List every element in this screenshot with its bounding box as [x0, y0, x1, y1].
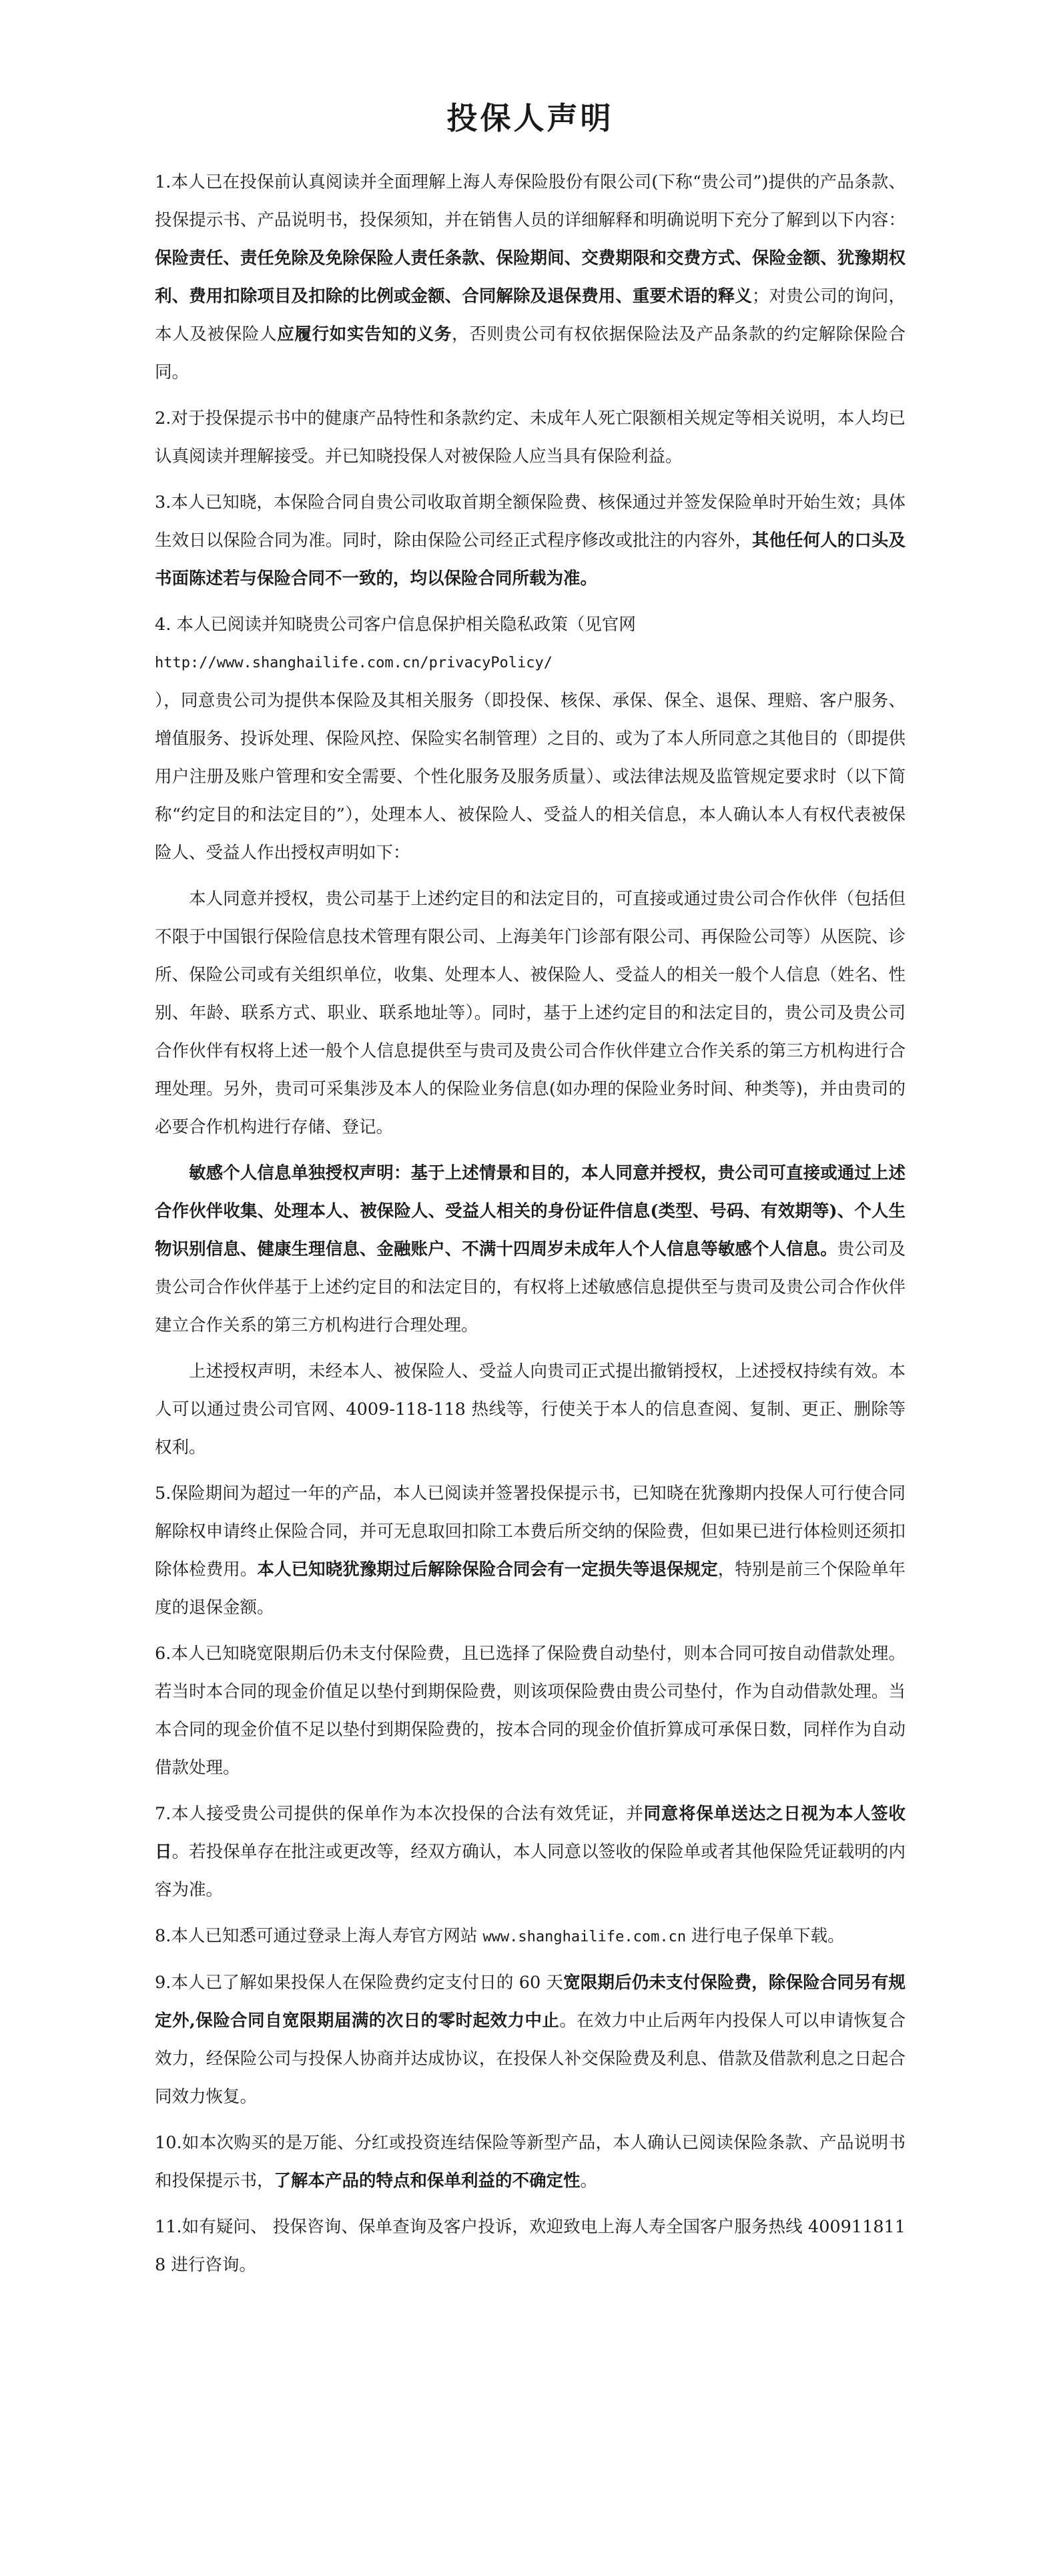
clause-7-text: 7.本人接受贵公司提供的保单作为本次投保的合法有效凭证，并 [155, 1804, 644, 1825]
clause-9-text-2: 。在效力中止后两年内投保人可以申请恢复合效力，经保险公司与投保人协商并达成协议，在投保人补交保险费及利息、借款及借款利息之日起合同效力恢复。 [155, 2011, 906, 2108]
document-title: 投保人声明 [446, 100, 614, 136]
clause-8-text: 8.本人已知悉可通过登录上海人寿官方网站 [155, 1926, 483, 1947]
clause-9 [155, 1964, 906, 2116]
clause-7-bold: 同意将保单送达之日视为本人签收日 [155, 1804, 906, 1863]
clause-1-bold-items: 保险责任、责任免除及免除保险人责任条款、保险期间、交费期限和交费方式、保险金额、犹豫期权利、费用扣除项目及扣除的比例或金额、合同解除及退保费用、重要术语的释义 [155, 248, 906, 307]
clause-1-text-3: ，否则贵公司有权依据保险法及产品条款的约定解除保险合同。 [155, 324, 906, 383]
clause-3-bold: 其他任何人的口头及书面陈述若与保险合同不一致的，均以保险合同所载为准。 [155, 531, 906, 589]
clause-2 [155, 400, 906, 476]
clause-6-text: 6.本人已知晓宽限期后仍未支付保险费，且已选择了保险费自动垫付，则本合同可按自动借款处理。若当时本合同的现金价值足以垫付到期保险费，则该项保险费由贵公司垫付，作为自动借款处理。当本合同的现金价值不足以垫付到期保险费的，按本合同的现金价值折算成可承保日数，同样作为自动借款处理。 [155, 1644, 906, 1779]
authorization-sensitive [155, 1155, 906, 1345]
authorization-general [155, 880, 906, 1147]
clause-5-text-2: ，特别是前三个保险单年度的退保金额。 [155, 1560, 906, 1618]
authorization-validity [155, 1353, 906, 1467]
privacy-policy-link[interactable]: http://www.shanghailife.com.cn/privacyPolicy/ [155, 655, 553, 672]
clause-5 [155, 1475, 906, 1627]
clause-10-text-2: 。 [580, 2171, 598, 2192]
clause-6 [155, 1635, 906, 1787]
official-site-link[interactable]: www.shanghailife.com.cn [482, 1929, 687, 1946]
declaration-document [155, 100, 906, 2292]
clause-3 [155, 484, 906, 598]
clause-1 [155, 164, 906, 392]
clause-3-text: 3.本人已知晓，本保险合同自贵公司收取首期全额保险费、核保通过并签发保险单时开始生效；具体生效日以保险合同为准。同时，除由保险公司经正式程序修改或批注的内容外， [155, 493, 906, 551]
clause-9-bold: 宽限期后仍未支付保险费，除保险合同另有规定外,保险合同自宽限期届满的次日的零时起效力中止 [155, 1973, 906, 2031]
clause-11 [155, 2208, 906, 2284]
clause-10-bold: 了解本产品的特点和保单利益的不确定性 [274, 2171, 581, 2192]
authorization-sensitive-bold: 敏感个人信息单独授权声明：基于上述情景和目的，本人同意并授权，贵公司可直接或通过上述合作伙伴收集、处理本人、被保险人、受益人相关的身份证件信息(类型、号码、有效期等)、个人生物识别信息、健康生理信息、金融账户、不满十四周岁未成年人个人信息等敏感个人信息。 [155, 1163, 906, 1260]
authorization-validity-text: 上述授权声明，未经本人、被保险人、受益人向贵司正式提出撤销授权，上述授权持续有效。本人可以通过贵公司官网、4009-118-118 热线等，行使关于本人的信息查阅、复制、更正、删除等权利。 [155, 1361, 906, 1458]
clause-5-text: 5.保险期间为超过一年的产品，本人已阅读并签署投保提示书，已知晓在犹豫期内投保人可行使合同解除权申请终止保险合同，并可无息取回扣除工本费后所交纳的保险费，但如果已进行体检则还须扣除体检费用。 [155, 1484, 906, 1580]
clause-7 [155, 1795, 906, 1909]
clause-1-text-2: ；对贵公司的询问，本人及被保险人 [155, 286, 906, 345]
clause-9-text: 9.本人已了解如果投保人在保险费约定支付日的 60 天 [155, 1973, 564, 1993]
authorization-general-text: 本人同意并授权，贵公司基于上述约定目的和法定目的，可直接或通过贵公司合作伙伴（包括但不限于中国银行保险信息技术管理有限公司、上海美年门诊部有限公司、再保险公司等）从医院、诊所、保险公司或有关组织单位，收集、处理本人、被保险人、受益人的相关一般个人信息（姓名、性别、年龄、联系方式、职业、联系地址等）。同时，基于上述约定目的和法定目的，贵公司及贵公司合作伙伴有权将上述一般个人信息提供至与贵司及贵公司合作伙伴建立合作关系的第三方机构进行合理处理。另外，贵司可采集涉及本人的保险业务信息(如办理的保险业务时间、种类等)，并由贵司的必要合作机构进行存储、登记。 [155, 889, 906, 1138]
clause-7-text-2: 。若投保单存在批注或更改等，经双方确认，本人同意以签收的保险单或者其他保险凭证载明的内容为准。 [155, 1842, 906, 1901]
clause-5-bold: 本人已知晓犹豫期过后解除保险合同会有一定损失等退保规定 [257, 1560, 718, 1580]
clause-4-text-2: ），同意贵公司为提供本保险及其相关服务（即投保、核保、承保、保全、退保、理赔、客户服务、增值服务、投诉处理、保险风控、保险实名制管理）之目的、或为了本人所同意之其他目的（即提供用户注册及账户管理和安全需要、个性化服务及服务质量）、或法律法规及监管规定要求时（以下简称“约定目的和法定目的”），处理本人、被保险人、受益人的相关信息，本人确认本人有权代表被保险人、受益人作出授权声明如下： [155, 691, 906, 864]
clause-8 [155, 1917, 906, 1956]
clause-4-text: 4. 本人已阅读并知晓贵公司客户信息保护相关隐私政策（见官网 [155, 615, 636, 635]
clause-2-text: 2.对于投保提示书中的健康产品特性和条款约定、未成年人死亡限额相关规定等相关说明，本人均已认真阅读并理解接受。并已知晓投保人对被保险人应当具有保险利益。 [155, 408, 906, 467]
clause-11-text: 11.如有疑问、 投保咨询、保单查询及客户投诉，欢迎致电上海人寿全国客户服务热线 4009118118 进行咨询。 [155, 2217, 906, 2276]
authorization-sensitive-text: 贵公司及贵公司合作伙伴基于上述约定目的和法定目的，有权将上述敏感信息提供至与贵司及贵公司合作伙伴建立合作关系的第三方机构进行合理处理。 [155, 1239, 906, 1336]
clause-1-text: 1.本人已在投保前认真阅读并全面理解上海人寿保险股份有限公司(下称“贵公司”)提供的产品条款、投保提示书、产品说明书，投保须知，并在销售人员的详细解释和明确说明下充分了解到以下内容： [155, 172, 906, 231]
clause-4 [155, 606, 906, 872]
clause-10 [155, 2124, 906, 2200]
clause-8-text-2: 进行电子保单下载。 [686, 1926, 845, 1947]
clause-10-text: 10.如本次购买的是万能、分红或投资连结保险等新型产品，本人确认已阅读保险条款、产品说明书和投保提示书， [155, 2133, 906, 2192]
clause-1-bold-duty: 应履行如实告知的义务 [277, 324, 452, 345]
